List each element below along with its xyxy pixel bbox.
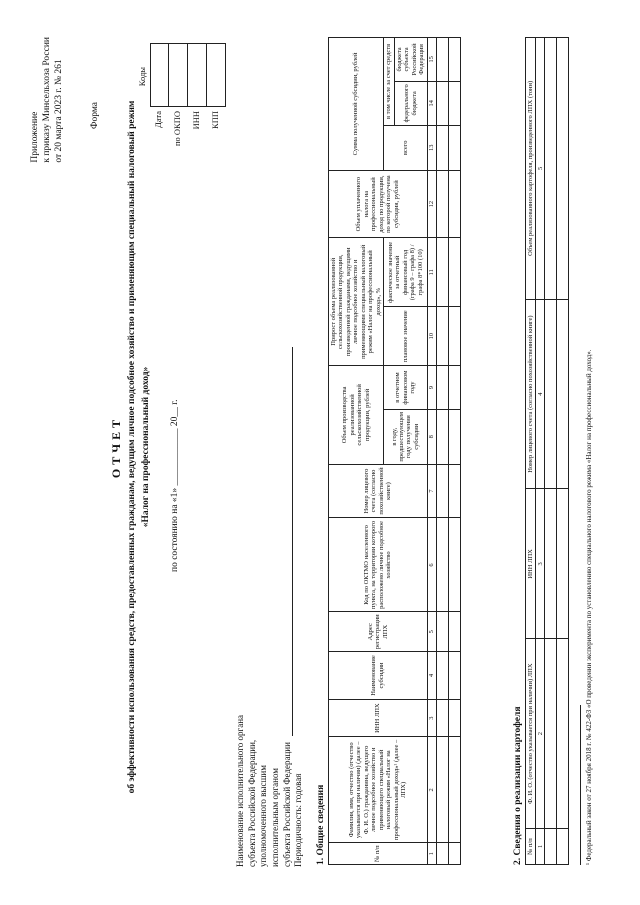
col-header: Фамилия, имя, отчество (отчество указывается при наличии) (далее – Ф. И. О.) гражданина, ведущего личное подсобное хозяйство и применяющего специальный налоговый режим «Налог на профессиональный доход»¹ (далее – ЛПХ) [329, 737, 428, 843]
col-header: Код по ОКТМО населенного пункта, на территории которого расположено личное подсобное хозяйство [329, 518, 428, 612]
fill-line[interactable] [282, 347, 293, 736]
appendix-block [30, 37, 66, 163]
report-title: ОТЧЕТ [109, 415, 123, 479]
org-label-row: субъекта Российской Федерации [282, 347, 294, 867]
report-title-block [110, 97, 152, 797]
col-header: федерального бюджета [394, 81, 427, 125]
col-header: Ф. И. О. (отчество указывается при наличии) ЛПХ [526, 639, 536, 829]
table-row[interactable] [557, 38, 569, 865]
col-header: № п/п [329, 843, 428, 865]
footnote-divider [580, 705, 581, 865]
col-header: Номер лицевого счета (согласно похозяйственной книге) [526, 299, 536, 489]
code-box[interactable] [150, 43, 169, 107]
col-header: в отчетном финансовом году [384, 366, 427, 410]
report-subtitle-1: об эффективности использования средств, предоставленных гражданам, ведущим личное подсобное хозяйство и применяющим специальный налоговый режим [126, 100, 137, 794]
column-number-row: 1 2 3 4 5 [536, 38, 545, 865]
col-header: плановое значение [384, 307, 427, 366]
codes-block [138, 37, 226, 177]
group-header: в том числе за счет средств [384, 38, 394, 126]
col-header: Наименование субсидии [329, 652, 428, 700]
organization-labels [235, 347, 305, 867]
code-label: КПП [210, 111, 221, 129]
col-header: № п/п [526, 829, 536, 865]
col-header: ИНН ЛПХ [526, 489, 536, 639]
col-header: всего [384, 125, 427, 170]
group-header: Сумма полученной субсидии, рублей [329, 38, 384, 171]
org-label-row: исполнительным органом [270, 768, 281, 867]
table-row[interactable] [448, 38, 460, 865]
code-row-date [150, 37, 169, 177]
col-header: Адрес регистрации ЛПХ [329, 612, 428, 652]
appendix-line-1: Приложение [30, 111, 40, 163]
code-row-inn [188, 37, 207, 177]
code-box[interactable] [188, 43, 207, 107]
document-page [20, 17, 620, 887]
col-header: в году, предшествующем году получения субсидии [384, 409, 427, 464]
org-label-row: Наименование исполнительного органа [235, 714, 245, 867]
appendix-line-2: к приказу Минсельхоза России [41, 37, 52, 163]
col-header: бюджета субъекта Российской Федерации [394, 38, 427, 82]
col-header: Объем реализованного картофеля, произведенного ЛПХ (тонн) [526, 38, 536, 300]
footnote: ¹ Федеральный закон от 27 ноября 2018 г. № 422-ФЗ «О проведении эксперимента по установлению специального налогового режима «Налог на профессиональный доход». [585, 349, 593, 865]
code-label: ИНН [191, 111, 202, 130]
code-row-kpp [207, 37, 226, 177]
col-header: Объем уплаченного налога на профессиональный доход по продукции, по которой получена субсидия, рублей [329, 170, 428, 238]
section-1-title: 1. Общие сведения [316, 784, 326, 865]
section-2-title: 2. Сведения о реализации картофеля [513, 706, 523, 865]
col-header: Номер лицевого счета (согласно похозяйственной книге) [329, 464, 428, 518]
col-header: фактическое значение за отчетный финансовый год (графа 9 – графа 8) / графа 8*100 (10) [384, 238, 427, 307]
table-row[interactable] [545, 38, 557, 865]
report-subtitle-2: «Налог на профессиональный доход» [140, 366, 151, 528]
table-row[interactable] [436, 38, 448, 865]
codes-header: Коды [137, 67, 147, 87]
general-info-table [328, 37, 461, 865]
as-of-date: по состоянию на «1» ____________ 20__ г. [170, 399, 180, 572]
org-label-row: уполномоченного высшим [258, 765, 269, 867]
org-label-row: субъекта Российской Федерации, [246, 739, 257, 867]
code-box[interactable] [169, 43, 188, 107]
periodicity-row: Периодичность: годовая [293, 773, 304, 867]
potato-sales-table [525, 37, 569, 865]
code-box[interactable] [207, 43, 226, 107]
appendix-line-3: от 20 марта 2023 г. № 261 [53, 59, 64, 163]
code-label: по ОКПО [172, 111, 183, 147]
form-label: Форма [90, 102, 100, 130]
column-number-row: 1 2 3 4 5 6 7 8 9 10 11 12 13 14 15 [427, 38, 436, 865]
group-header: Прирост объема реализованной сельскохозяйственной продукции, произведенной гражданами, ведущими личное подсобное хозяйство и применяющими специальный налоговый режим «Налог на профессиональный доход», % [329, 238, 384, 366]
group-header: Объем производства реализованной сельскохозяйственной продукции, рублей [329, 366, 384, 464]
code-label: Дата [153, 111, 164, 128]
col-header: ИНН ЛПХ [329, 699, 428, 736]
code-row-okpo [169, 37, 188, 177]
